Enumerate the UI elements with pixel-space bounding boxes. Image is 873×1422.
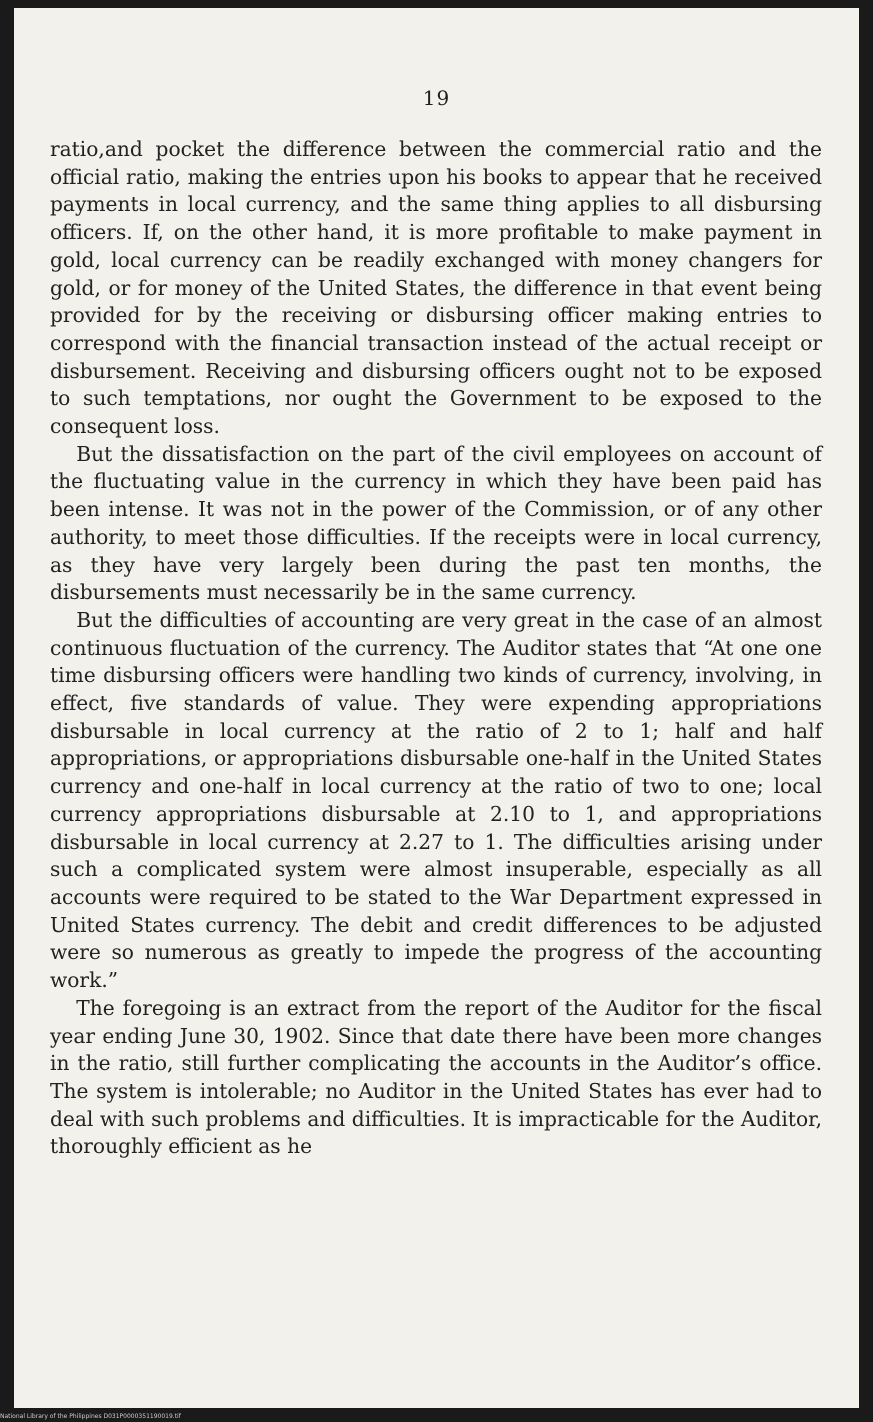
- scan-footer: National Library of the Philippines D031P0000351190019.tif: [0, 1413, 181, 1420]
- paragraph: The foregoing is an extract from the report of the Auditor for the fiscal year ending June 30, 1902. Since that date there have been more changes in the ratio, still further complicating the accounts in the Auditor’s office. The system is intolerable; no Auditor in the United States has ever had to deal with such problems and difficulties. It is impracticable for the Auditor, thoroughly efficient as he: [50, 995, 822, 1159]
- paragraph: But the dissatisfaction on the part of the civil employees on account of the fluctuating value in the currency in which they have been paid has been intense. It was not in the power of the Commission, or of any other authority, to meet those difficulties. If the receipts were in local currency, as they have very largely been during the past ten months, the disbursements must necessarily be in the same currency.: [50, 441, 822, 605]
- paragraph: ratio,and pocket the difference between the commercial ratio and the official ratio, making the entries upon his books to appear that he received payments in local currency, and the same thing applies to all disbursing officers. If, on the other hand, it is more profitable to make payment in gold, local currency can be readily exchanged with money changers for gold, or for money of the United States, the difference in that event being provided for by the receiving or disbursing officer making entries to correspond with the financial transaction instead of the actual receipt or disbursement. Receiving and disbursing officers ought not to be exposed to such temptations, nor ought the Government to be exposed to the consequent loss.: [50, 137, 822, 439]
- document-page: [14, 8, 859, 1408]
- body-text: [50, 136, 822, 1161]
- paragraph: But the difficulties of accounting are very great in the case of an almost continuous fluctuation of the currency. The Auditor states that “At one one time disbursing officers were handling two kinds of currency, involving, in effect, five standards of value. They were expending appropriations disbursable in local currency at the ratio of 2 to 1; half and half appropriations, or appropriations disbursable one-half in the United States currency and one-half in local currency at the ratio of two to one; local currency appropriations disbursable at 2.10 to 1, and appropriations disbursable in local currency at 2.27 to 1. The difficulties arising under such a complicated system were almost insuperable, especially as all accounts were required to be stated to the War Department expressed in United States currency. The debit and credit differences to be adjusted were so numerous as greatly to impede the progress of the accounting work.”: [50, 607, 822, 993]
- page-number: 19: [422, 86, 451, 110]
